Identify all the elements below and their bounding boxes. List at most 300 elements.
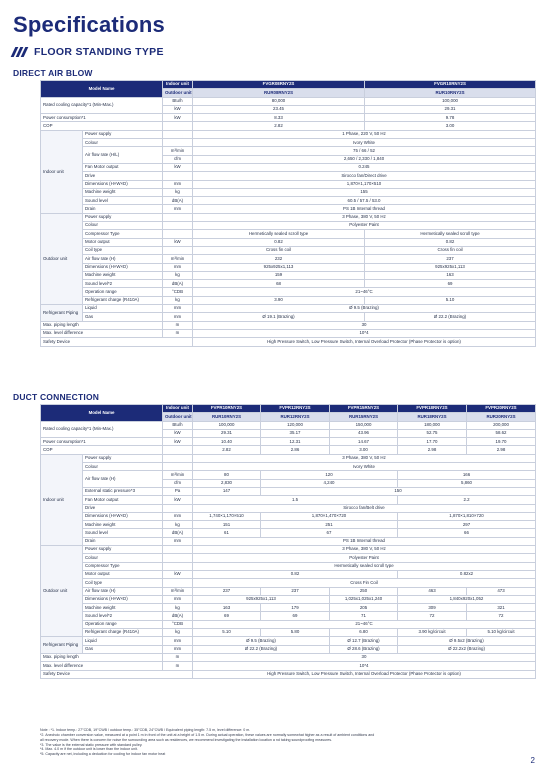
table-cell [163, 504, 193, 512]
table-cell: 3.00 [365, 122, 536, 130]
table-cell: kW [163, 105, 193, 113]
table-cell: Drive [83, 172, 163, 180]
table-cell: 3 Phase, 380 V, 50 Hz [193, 454, 536, 462]
table-row [41, 570, 536, 578]
table-cell: Drain [83, 205, 163, 213]
table-cell: 120,000 [261, 421, 330, 429]
table-cell: 58.62 [467, 429, 536, 437]
table-row [41, 521, 536, 529]
table-cell: 232 [193, 255, 365, 263]
table-cell: Power consumption*1 [41, 438, 163, 446]
table-cell: FVPR12RNY2S [261, 405, 330, 413]
table-cell: Power consumption*1 [41, 114, 163, 122]
table-cell: Ivory White [193, 139, 536, 147]
table-cell: Ø 12.7 (Brazing) [330, 637, 398, 645]
table-cell: RUR10RNY2S [193, 413, 261, 421]
table-row [41, 405, 536, 413]
table-cell: COP [41, 122, 163, 130]
table-cell: Power supply [83, 130, 163, 138]
table-cell: Ø 22.2 (Brazing) [365, 313, 536, 321]
table-row [41, 512, 536, 520]
table-cell: Operation range [83, 288, 163, 296]
table-cell: dB(A) [163, 529, 193, 537]
table-row [41, 180, 536, 188]
table-cell: Air flow rate (H) [83, 471, 163, 488]
table-cell: 66 [398, 529, 536, 537]
table-cell: 150,000 [330, 421, 398, 429]
table-cell: 5.10 kg/circuit [467, 629, 536, 637]
table-cell: 10*4 [193, 329, 536, 337]
table-row [41, 188, 536, 196]
table-cell: 9.78 [365, 114, 536, 122]
table-row [41, 446, 536, 454]
table-cell: cfm [163, 479, 193, 487]
table-cell: 1,740×1,170×510 [193, 512, 261, 520]
table-cell [163, 130, 193, 138]
table-row [41, 529, 536, 537]
table-cell: 43.96 [330, 429, 398, 437]
table-cell: RUR12RNY2S [261, 413, 330, 421]
table-row [41, 139, 536, 147]
table-cell: dB(A) [163, 280, 193, 288]
table-cell: 0.82 [193, 238, 365, 246]
table-row [41, 463, 536, 471]
table-cell: Fan Motor output [83, 163, 163, 171]
table-cell: Liquid [83, 637, 163, 645]
table-cell: Ø 9.5 (Brazing) [193, 305, 536, 313]
table-cell: 2.82 [193, 446, 261, 454]
section-title: FLOOR STANDING TYPE [34, 46, 164, 58]
table-cell: mm [163, 180, 193, 188]
table-cell: 2.86 [261, 446, 330, 454]
table-row [41, 454, 536, 462]
table-row [41, 471, 536, 479]
table-cell: 205 [330, 604, 398, 612]
table-cell: dB(A) [163, 197, 193, 205]
table-cell: Ø 28.6 (Brazing) [330, 645, 398, 653]
table-row [41, 313, 536, 321]
table-cell: Gas [83, 645, 163, 653]
table-cell: 75 / 66 / 52 [193, 147, 536, 155]
table-cell: FVGR10RNY2S [365, 81, 536, 89]
table-cell: 68 [193, 280, 365, 288]
table-cell: 29.31 [365, 105, 536, 113]
table-cell: Sound level [83, 197, 163, 205]
table-cell: Polyester Paint [193, 554, 536, 562]
table-cell: Rated cooling capacity*1 (Min-Max.) [41, 421, 163, 438]
table-cell: COP [41, 446, 163, 454]
table-cell: 0.82 [365, 238, 536, 246]
table-cell: 3.00 [330, 446, 398, 454]
table-cell: Power supply [83, 213, 163, 221]
table-cell: 69 [193, 612, 261, 620]
table-row [41, 504, 536, 512]
table-cell: PS 1B Internal thread [193, 205, 536, 213]
table-cell: Indoor unit [163, 81, 193, 89]
table-cell: 3 Phase, 380 V, 50 Hz [193, 546, 536, 554]
table-cell: Cross Fin Coil [193, 579, 536, 587]
table-cell [163, 213, 193, 221]
table-cell: Machine weight [83, 604, 163, 612]
table-row [41, 546, 536, 554]
table-cell: Power supply [83, 454, 163, 462]
table-cell [163, 546, 193, 554]
table-cell: kg [163, 296, 193, 304]
table-cell: Model Name [41, 405, 163, 422]
table-cell: RUR15RNY2S [330, 413, 398, 421]
table-cell: Motor output [83, 238, 163, 246]
table-cell: 159 [193, 271, 365, 279]
table-cell: Operation range [83, 620, 163, 628]
table-cell: dB(A) [163, 612, 193, 620]
table-cell: 3 Phase, 380 V, 50 Hz [193, 213, 536, 221]
table-row [41, 653, 536, 661]
table-row [41, 238, 536, 246]
table-cell [163, 446, 193, 454]
table-cell: Drain [83, 537, 163, 545]
table-cell: 69 [365, 280, 536, 288]
page-number: 2 [530, 756, 535, 765]
table-row [41, 645, 536, 653]
footnote: *3. The value is the external static pressure with standard pulley. [40, 742, 143, 747]
footnote: all recovery mode. When there is concern for noise the surrounding area such as residences, we recommend investigating the installation location a nd taking soundproofing measures. [40, 737, 333, 742]
direct-air-blow-heading: DIRECT AIR BLOW [13, 68, 93, 78]
table-cell: 5.10 [365, 296, 536, 304]
table-cell: mm [163, 263, 193, 271]
table-cell: Outdoor unit [41, 213, 83, 304]
table-cell: mm [163, 205, 193, 213]
table-row [41, 296, 536, 304]
table-cell: Outdoor unit [41, 546, 83, 637]
table-row [41, 620, 536, 628]
table-cell: Ø 19.1 (Brazing) [193, 313, 365, 321]
table-cell: 29.31 [193, 429, 261, 437]
table-cell: Max. piping length [41, 321, 163, 329]
table-row [41, 329, 536, 337]
table-cell: 179 [261, 604, 330, 612]
table-cell: 5.10 [193, 629, 261, 637]
page-title: Specifications [13, 12, 165, 37]
table-cell: mm [163, 305, 193, 313]
table-cell: Ø 22.2x2 (Brazing) [398, 645, 536, 653]
table-cell: kg [163, 629, 193, 637]
table-cell: Btu/h [163, 97, 193, 105]
table-cell: Dimensions (H×W×D) [83, 263, 163, 271]
table-cell: Btu/h [163, 421, 193, 429]
table-row [41, 595, 536, 603]
table-cell: 250 [330, 587, 398, 595]
table-cell: 925x925x1,113 [365, 263, 536, 271]
table-row [41, 81, 536, 89]
table-cell: Sirocco fan/Direct drive [193, 172, 536, 180]
table-cell: 147 [193, 487, 261, 495]
table-cell [163, 230, 193, 238]
table-row [41, 438, 536, 446]
table-cell: Safety Device [41, 338, 193, 346]
table-row [41, 213, 536, 221]
table-cell: 237 [261, 587, 330, 595]
table-cell: 1,870×1,810×720 [398, 512, 536, 520]
table-cell: m³/min [163, 255, 193, 263]
table-cell: Refrigerant charge (R410A) [83, 296, 163, 304]
table-cell: Sound level*2 [83, 280, 163, 288]
table-cell: 10.40 [193, 438, 261, 446]
table-cell: 1,870×1,470×720 [261, 512, 398, 520]
table-cell: FVPR10RNY2S [193, 405, 261, 413]
table-cell: 100,000 [365, 97, 536, 105]
table-cell: m [163, 321, 193, 329]
table-cell: 1.5 [193, 496, 398, 504]
table-row [41, 629, 536, 637]
table-cell: 14.67 [330, 438, 398, 446]
table-cell: 35.17 [261, 429, 330, 437]
footnote: *5. Capacity are net, including a deduction for cooling for indoor fan motor heat [40, 752, 166, 757]
table-cell: 237 [365, 255, 536, 263]
table-cell: 8.33 [193, 114, 365, 122]
table-cell: 2.2 [398, 496, 536, 504]
table-cell: RUR20RNY2S [467, 413, 536, 421]
table-cell: Air flow rate (H/L) [83, 147, 163, 164]
table-cell: Indoor unit [41, 454, 83, 545]
table-cell: Refrigerant Piping [41, 637, 83, 654]
table-cell: Cross fin coil [365, 246, 536, 254]
table-cell: mm [163, 313, 193, 321]
table-cell: Compressor Type [83, 230, 163, 238]
table-row [41, 579, 536, 587]
table-cell: 80 [193, 471, 261, 479]
table-cell: m [163, 653, 193, 661]
table-cell: m³/min [163, 471, 193, 479]
table-cell: Ø 22.2 (Brazing) [193, 645, 330, 653]
table-cell: m³/min [163, 147, 193, 155]
table-cell: Max. level difference [41, 662, 163, 670]
table-cell: 0.82x2 [398, 570, 536, 578]
table-cell: RUR08RNY2S [193, 89, 365, 97]
table-cell: Sirocco fan/Belt drive [193, 504, 536, 512]
table-row [41, 163, 536, 171]
table-cell: FVPR15RNY2S [330, 405, 398, 413]
table-row [41, 122, 536, 130]
table-cell: 72 [467, 612, 536, 620]
table-cell: Refrigerant Piping [41, 305, 83, 322]
table-cell: kW [163, 238, 193, 246]
table-cell [163, 454, 193, 462]
table-cell: m³/min [163, 587, 193, 595]
duct-connection-spec-table [40, 404, 536, 679]
table-cell [163, 554, 193, 562]
table-cell: Indoor unit [41, 130, 83, 213]
table-cell: 21~46°C [193, 620, 536, 628]
table-row [41, 130, 536, 138]
table-row [41, 246, 536, 254]
table-cell: 297 [398, 521, 536, 529]
table-cell: Ivory White [193, 463, 536, 471]
table-cell: 12.31 [261, 438, 330, 446]
table-cell: 2.98 [467, 446, 536, 454]
table-cell: kg [163, 604, 193, 612]
table-row [41, 305, 536, 313]
table-cell: 0.82 [193, 570, 398, 578]
table-cell [163, 139, 193, 147]
table-row [41, 271, 536, 279]
table-row [41, 421, 536, 429]
table-cell: 163 [365, 271, 536, 279]
table-cell: mm [163, 645, 193, 653]
table-row [41, 222, 536, 230]
table-row [41, 97, 536, 105]
table-cell: 166 [398, 471, 536, 479]
table-cell: Compressor Type [83, 562, 163, 570]
table-cell: kW [163, 429, 193, 437]
footnote: *4. Max. 4.0 m if the outdoor unit is lower than the indoor unit. [40, 747, 138, 752]
table-cell: Air flow rate (H) [83, 255, 163, 263]
table-cell: m [163, 329, 193, 337]
table-cell [163, 562, 193, 570]
table-row [41, 230, 536, 238]
table-cell: 30 [193, 653, 536, 661]
table-row [41, 487, 536, 495]
table-cell: kW [163, 570, 193, 578]
table-row [41, 114, 536, 122]
table-cell: 321 [467, 604, 536, 612]
table-cell: 2.82 [193, 122, 365, 130]
table-cell: 925x925x1,113 [193, 595, 330, 603]
table-cell: 21~46°C [193, 288, 536, 296]
table-cell: 60.5 / 57.5 / 53.0 [193, 197, 536, 205]
table-cell: Power supply [83, 546, 163, 554]
table-cell: kg [163, 188, 193, 196]
table-row [41, 604, 536, 612]
table-cell: 4,240 [261, 479, 398, 487]
table-row [41, 662, 536, 670]
table-cell: 23.45 [193, 105, 365, 113]
footnote: Note : *1. Indoor temp.: 27°CDB, 19°CWB / outdoor temp.: 35°CDB, 24°CWB / Equivalent piping length: 7.5 m, level difference: 0 m. [40, 728, 251, 732]
table-cell: kW [163, 163, 193, 171]
table-row [41, 612, 536, 620]
table-cell: Ø 9.5 (Brazing) [193, 637, 330, 645]
table-cell: 925x925x1,113 [193, 263, 365, 271]
table-cell: 237 [193, 587, 261, 595]
table-cell: 0.245 [193, 163, 536, 171]
table-row [41, 338, 536, 346]
table-cell: Hermetically sealed scroll type [193, 562, 536, 570]
table-cell [163, 172, 193, 180]
table-cell: 309 [398, 604, 467, 612]
table-cell: RUR18RNY2S [398, 413, 467, 421]
table-cell: Outdoor unit [163, 89, 193, 97]
table-cell: Rated cooling capacity*1 (Min-Max.) [41, 97, 163, 114]
table-cell: 80,000 [193, 97, 365, 105]
table-cell: m [163, 662, 193, 670]
table-cell: 72 [398, 612, 467, 620]
table-row [41, 288, 536, 296]
table-cell: Colour [83, 222, 163, 230]
table-cell: Liquid [83, 305, 163, 313]
table-cell: Colour [83, 554, 163, 562]
table-cell: kW [163, 496, 193, 504]
table-cell [163, 122, 193, 130]
table-cell: Coil type [83, 246, 163, 254]
table-cell: 180,000 [398, 421, 467, 429]
table-cell: 2,830 [193, 479, 261, 487]
table-cell: Fan Motor output [83, 496, 163, 504]
table-cell: Cross fin coil [193, 246, 365, 254]
table-cell: kg [163, 521, 193, 529]
table-cell: Machine weight [83, 521, 163, 529]
table-row [41, 496, 536, 504]
table-cell [163, 463, 193, 471]
table-cell: 1,870×1,170×510 [193, 180, 536, 188]
table-cell: Dimensions (H×W×D) [83, 180, 163, 188]
table-cell: Dimensions (H×W×D) [83, 512, 163, 520]
table-cell: 251 [261, 521, 398, 529]
table-cell: °CDB [163, 288, 193, 296]
table-row [41, 537, 536, 545]
table-cell: PS 1B Internal thread [193, 537, 536, 545]
table-cell: 155 [193, 188, 536, 196]
table-cell: Colour [83, 139, 163, 147]
table-row [41, 587, 536, 595]
footnotes [40, 728, 535, 757]
table-cell: FVGR08RNY2S [193, 81, 365, 89]
table-cell: 19.70 [467, 438, 536, 446]
footnote: *2. Anechoic chamber conversion value, measured at a point 1 m in front of the unit at a height of 1.5 m. During actual operation, these values are normally somewhat higher as a result of ambient conditions and [40, 732, 375, 737]
table-cell: 10*4 [193, 662, 536, 670]
table-cell: 17.70 [398, 438, 467, 446]
table-cell: Sound level*2 [83, 612, 163, 620]
table-cell: 67 [261, 529, 398, 537]
table-cell: kW [163, 438, 193, 446]
table-cell [163, 222, 193, 230]
table-cell: Max. piping length [41, 653, 163, 661]
table-cell: Safety Device [41, 670, 193, 678]
table-row [41, 197, 536, 205]
table-cell: Ø 9.5x2 (Brazing) [398, 637, 536, 645]
table-row [41, 554, 536, 562]
table-cell: 3.90 kg/circuit [398, 629, 467, 637]
table-cell: External static pressure*3 [83, 487, 163, 495]
table-row [41, 172, 536, 180]
table-cell: 151 [193, 521, 261, 529]
table-cell [163, 246, 193, 254]
table-cell: Model Name [41, 81, 163, 98]
table-row [41, 562, 536, 570]
table-cell: 69 [261, 612, 330, 620]
table-cell: FVPR18RNY2S [398, 405, 467, 413]
table-cell: Motor output [83, 570, 163, 578]
table-cell: cfm [163, 155, 193, 163]
table-row [41, 263, 536, 271]
table-cell: Refrigerant charge (R410A) [83, 629, 163, 637]
table-cell: kg [163, 271, 193, 279]
table-cell: 473 [467, 587, 536, 595]
table-row [41, 280, 536, 288]
table-cell: Hermetically sealed scroll type [193, 230, 365, 238]
table-cell: mm [163, 512, 193, 520]
table-cell: Pa [163, 487, 193, 495]
duct-connection-heading: DUCT CONNECTION [13, 392, 100, 402]
table-cell: 5.80 [261, 629, 330, 637]
table-row [41, 205, 536, 213]
table-cell: High Pressure Switch, Low Pressure Switch, Internal Overload Protector (Phase Protector is option) [193, 670, 536, 678]
table-cell: 150 [261, 487, 536, 495]
slash-icon [13, 47, 26, 57]
table-cell: Outdoor unit [163, 413, 193, 421]
table-cell: 30 [193, 321, 536, 329]
table-cell: 71 [330, 612, 398, 620]
table-cell: RUR10RNY2S [365, 89, 536, 97]
table-cell: mm [163, 537, 193, 545]
